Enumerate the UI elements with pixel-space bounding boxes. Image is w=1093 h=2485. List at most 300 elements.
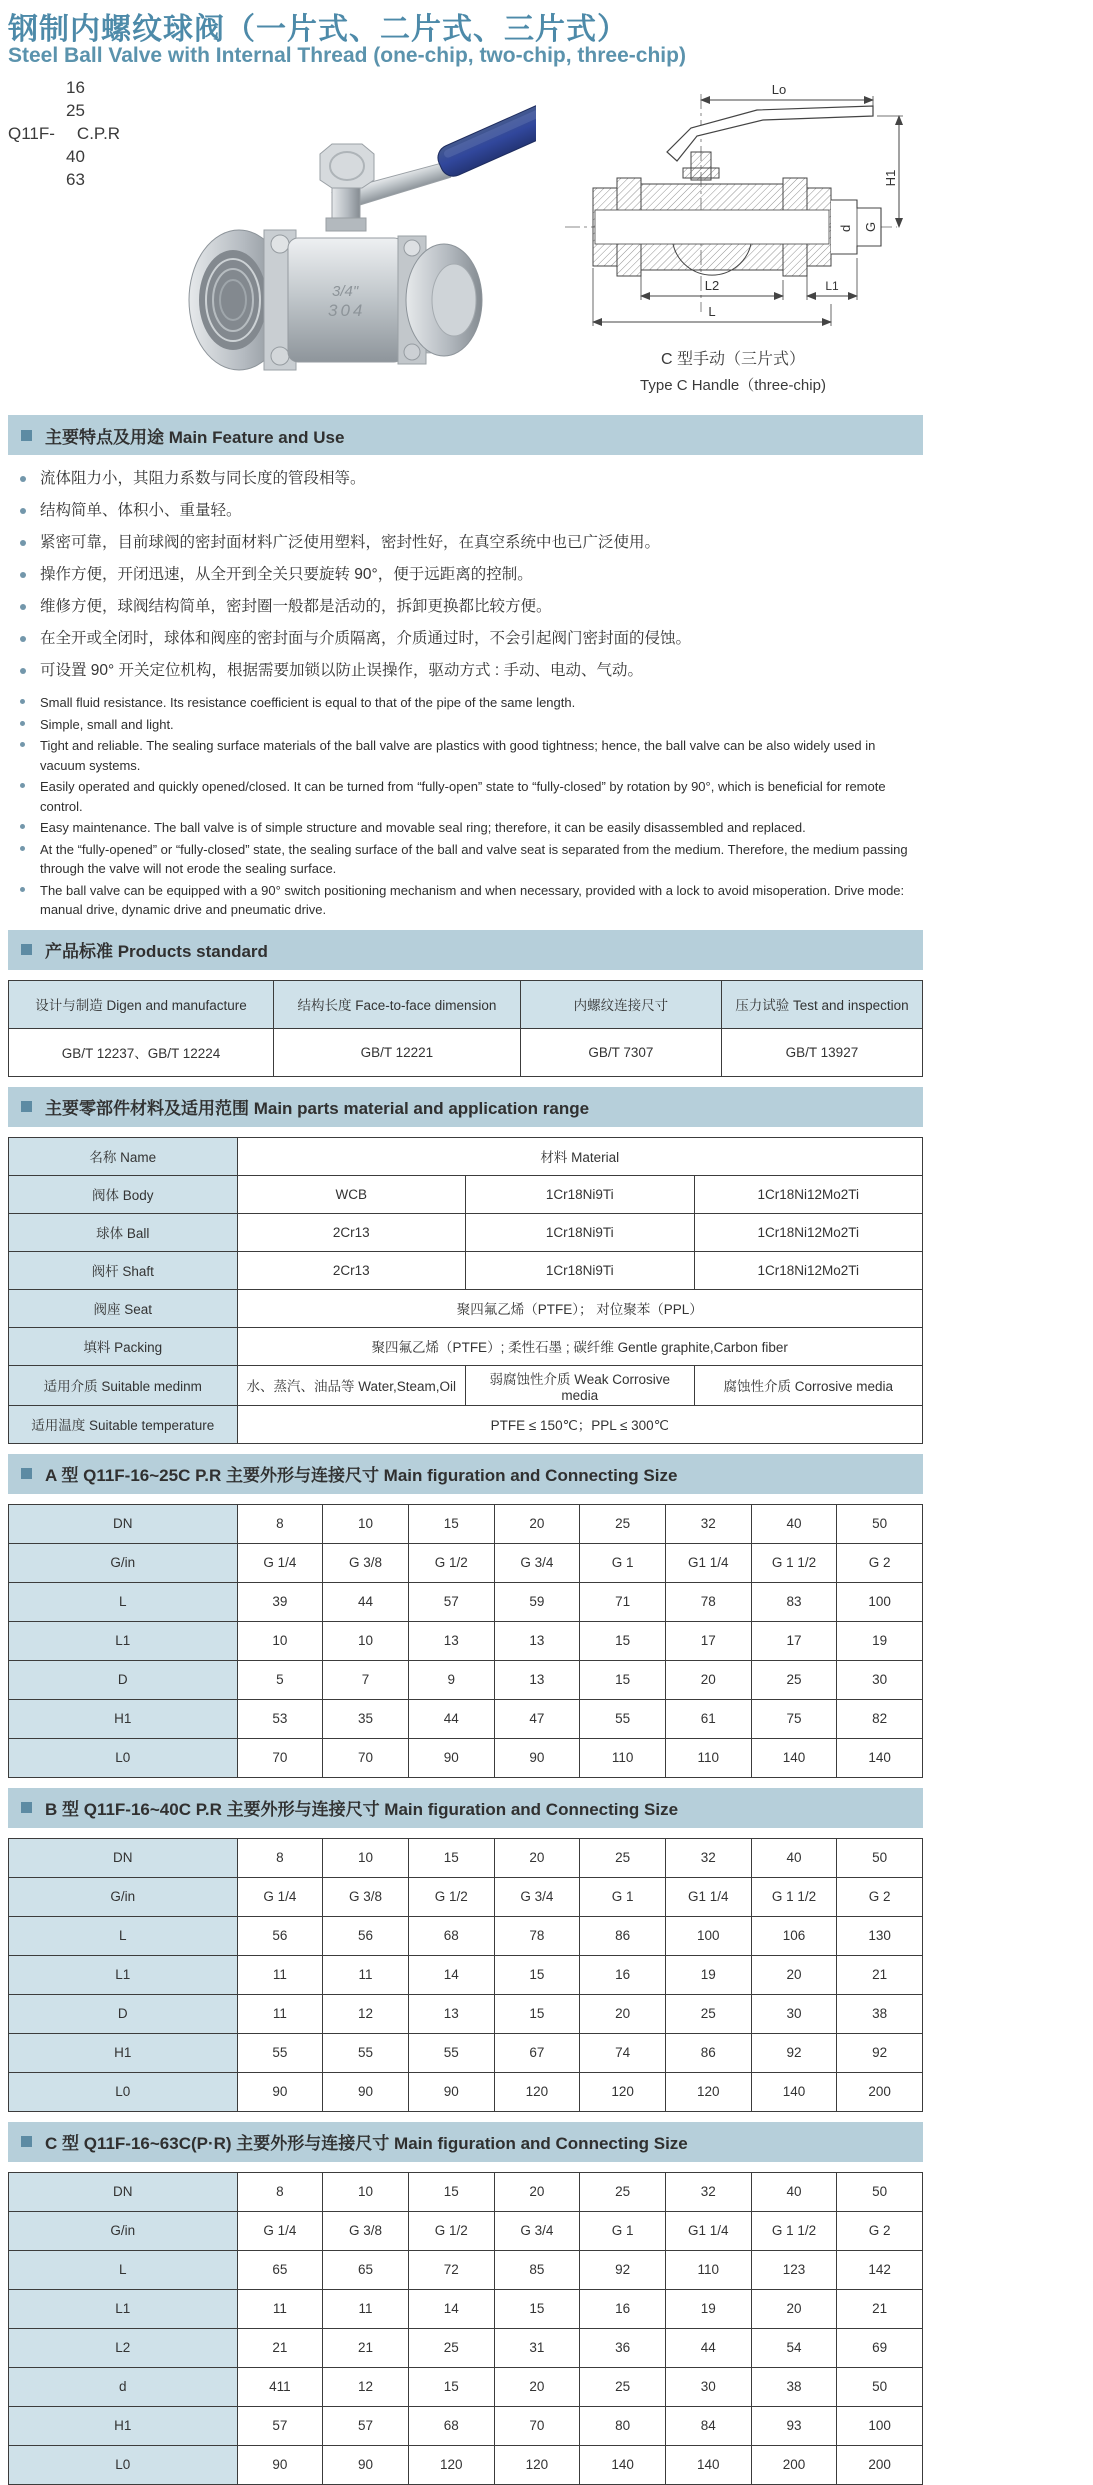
data-cell: 67 [494, 2033, 580, 2072]
table-row [9, 2250, 923, 2289]
data-cell: 材料 Material [237, 1137, 923, 1175]
data-cell: 1Cr18Ni9Ti [466, 1213, 695, 1251]
section-title: 主要零部件材料及适用范围 Main parts material and application range [45, 1099, 590, 1118]
data-cell: 86 [580, 1916, 666, 1955]
table-row [9, 1327, 923, 1365]
data-cell: WCB [237, 1175, 466, 1213]
feature-list-zh [8, 469, 923, 681]
data-cell: 69 [837, 2328, 923, 2367]
data-cell: G1 1/4 [665, 1877, 751, 1916]
data-cell: 16 [580, 1955, 666, 1994]
data-cell: 13 [494, 1660, 580, 1699]
data-cell: 90 [323, 2445, 409, 2484]
data-cell: 120 [665, 2072, 751, 2111]
drawing-caption-en: Type C Handle（three-chip) [640, 377, 826, 394]
row-header-cell: L0 [9, 1738, 238, 1777]
data-cell: GB/T 12237、GB/T 12224 [9, 1028, 274, 1076]
data-cell: 200 [751, 2445, 837, 2484]
data-cell: 36 [580, 2328, 666, 2367]
data-cell: 130 [837, 1916, 923, 1955]
data-cell: 50 [837, 1504, 923, 1543]
data-cell: 120 [494, 2445, 580, 2484]
data-cell: 1Cr18Ni9Ti [466, 1175, 695, 1213]
valve-photo [136, 88, 536, 400]
data-cell: 110 [665, 2250, 751, 2289]
data-cell: 90 [408, 1738, 494, 1777]
data-cell: 40 [751, 2172, 837, 2211]
data-cell: G 1/2 [408, 1543, 494, 1582]
data-cell: 100 [837, 2406, 923, 2445]
row-header-cell: 内螺纹连接尺寸 [520, 980, 721, 1028]
data-cell: 25 [580, 1504, 666, 1543]
row-header-cell: 适用温度 Suitable temperature [9, 1405, 238, 1443]
data-cell: 30 [751, 1994, 837, 2033]
data-cell: 80 [580, 2406, 666, 2445]
data-cell: 106 [751, 1916, 837, 1955]
table-row [9, 2172, 923, 2211]
materials-table [8, 1137, 923, 1444]
data-cell: GB/T 12221 [274, 1028, 521, 1076]
drawing-caption-zh: C 型手动（三片式） [660, 351, 805, 368]
row-header-cell: D [9, 1660, 238, 1699]
model-option: 16 [66, 78, 85, 97]
row-header-cell: 球体 Ball [9, 1213, 238, 1251]
feature-bullet-zh: 操作方便，开闭迅速，从全开到全关只要旋转 90°，便于远距离的控制。 [20, 565, 923, 585]
data-cell: 16 [580, 2289, 666, 2328]
row-header-cell: H1 [9, 2406, 238, 2445]
data-cell: 12 [323, 1994, 409, 2033]
table-row [9, 1916, 923, 1955]
data-cell: 56 [237, 1916, 323, 1955]
data-cell: PTFE ≤ 150℃；PPL ≤ 300℃ [237, 1405, 923, 1443]
data-cell: 9 [408, 1660, 494, 1699]
data-cell: 57 [237, 2406, 323, 2445]
data-cell: GB/T 7307 [520, 1028, 721, 1076]
table-row [9, 2211, 923, 2250]
row-header-cell: H1 [9, 2033, 238, 2072]
data-cell: 92 [580, 2250, 666, 2289]
data-cell: 140 [580, 2445, 666, 2484]
table-row [9, 1543, 923, 1582]
data-cell: 90 [494, 1738, 580, 1777]
data-cell: 10 [323, 1838, 409, 1877]
data-cell: GB/T 13927 [721, 1028, 922, 1076]
row-header-cell: 结构长度 Face-to-face dimension [274, 980, 521, 1028]
row-header-cell: DN [9, 1504, 238, 1543]
data-cell: 腐蚀性介质 Corrosive media [694, 1365, 923, 1405]
data-cell: 92 [751, 2033, 837, 2072]
section-header-dim-c [8, 2122, 923, 2162]
section-header-features [8, 415, 923, 455]
data-cell: G 3/8 [323, 2211, 409, 2250]
section-marker-icon [21, 1802, 32, 1813]
data-cell: 100 [665, 1916, 751, 1955]
data-cell: 15 [494, 1955, 580, 1994]
section-title: B 型 Q11F-16~40C P.R 主要外形与连接尺寸 Main figuration and Connecting Size [45, 1800, 679, 1819]
page-title: 钢制内螺纹球阀（一片式、二片式、三片式） [8, 13, 628, 46]
data-cell: 123 [751, 2250, 837, 2289]
data-cell: 31 [494, 2328, 580, 2367]
data-cell: 50 [837, 1838, 923, 1877]
data-cell: 200 [837, 2072, 923, 2111]
row-header-cell: L1 [9, 1955, 238, 1994]
data-cell: 78 [494, 1916, 580, 1955]
data-cell: 11 [323, 2289, 409, 2328]
table-row [9, 1028, 923, 1076]
data-cell: 15 [494, 2289, 580, 2328]
data-cell: 11 [237, 1994, 323, 2033]
dim-label-g: G [863, 221, 878, 232]
dimension-table-a [8, 1504, 923, 1778]
model-option: 40 [66, 147, 85, 166]
data-cell: 32 [665, 1838, 751, 1877]
row-header-cell: d [9, 2367, 238, 2406]
data-cell: 14 [408, 2289, 494, 2328]
section-marker-icon [21, 2136, 32, 2147]
data-cell: 110 [665, 1738, 751, 1777]
feature-bullet-en: Tight and reliable. The sealing surface materials of the ball valve are plastics with good tightness; hence, the ball valve can be also widely used in vacuum systems. [20, 736, 923, 775]
standards-table [8, 980, 923, 1077]
table-row [9, 1365, 923, 1405]
data-cell: 35 [323, 1699, 409, 1738]
row-header-cell: L1 [9, 1621, 238, 1660]
data-cell: 20 [494, 1504, 580, 1543]
table-row [9, 1289, 923, 1327]
data-cell: 70 [237, 1738, 323, 1777]
data-cell: 21 [837, 1955, 923, 1994]
data-cell: 59 [494, 1582, 580, 1621]
header-area [8, 0, 923, 405]
table-row [9, 1137, 923, 1175]
data-cell: G 1/2 [408, 2211, 494, 2250]
data-cell: 68 [408, 1916, 494, 1955]
data-cell: 140 [751, 1738, 837, 1777]
model-suffix: C.P.R [76, 124, 121, 143]
data-cell: 30 [837, 1660, 923, 1699]
row-header-cell: L [9, 2250, 238, 2289]
data-cell: 10 [323, 1504, 409, 1543]
table-row [9, 1955, 923, 1994]
feature-bullet-zh: 在全开或全闭时，球体和阀座的密封面与介质隔离，介质通过时，不会引起阀门密封面的侵蚀。 [20, 629, 923, 649]
data-cell: 15 [408, 1838, 494, 1877]
data-cell: 70 [323, 1738, 409, 1777]
data-cell: 39 [237, 1582, 323, 1621]
dim-label-l1: L1 [825, 279, 839, 293]
data-cell: 15 [494, 1994, 580, 2033]
table-row [9, 1175, 923, 1213]
data-cell: 50 [837, 2172, 923, 2211]
table-row [9, 1251, 923, 1289]
data-cell: G 3/4 [494, 1543, 580, 1582]
data-cell: 32 [665, 2172, 751, 2211]
feature-bullet-zh: 紧密可靠，目前球阀的密封面材料广泛使用塑料，密封性好，在真空系统中也已广泛使用。 [20, 533, 923, 553]
data-cell: 84 [665, 2406, 751, 2445]
data-cell: 8 [237, 1838, 323, 1877]
data-cell: 25 [408, 2328, 494, 2367]
data-cell: 78 [665, 1582, 751, 1621]
data-cell: 11 [237, 2289, 323, 2328]
feature-bullet-en: At the “fully-opened” or “fully-closed” state, the sealing surface of the ball and valve seat is separated from the medium. Therefore, the medium passing through the valve will not erode the sealing surface. [20, 840, 923, 879]
row-header-cell: L1 [9, 2289, 238, 2328]
section-marker-icon [21, 944, 32, 955]
data-cell: 2Cr13 [237, 1213, 466, 1251]
feature-bullet-zh: 流体阻力小，其阻力系数与同长度的管段相等。 [20, 469, 923, 489]
row-header-cell: 阀座 Seat [9, 1289, 238, 1327]
feature-bullet-en: Small fluid resistance. Its resistance coefficient is equal to that of the pipe of the same length. [20, 693, 923, 713]
data-cell: 1Cr18Ni12Mo2Ti [694, 1175, 923, 1213]
row-header-cell: G/in [9, 1543, 238, 1582]
data-cell: 75 [751, 1699, 837, 1738]
data-cell: 17 [751, 1621, 837, 1660]
data-cell: 61 [665, 1699, 751, 1738]
table-row [9, 1994, 923, 2033]
table-row [9, 1621, 923, 1660]
data-cell: 68 [408, 2406, 494, 2445]
data-cell: 55 [323, 2033, 409, 2072]
feature-bullet-zh: 维修方便，球阀结构简单，密封圈一般都是活动的，拆卸更换都比较方便。 [20, 597, 923, 617]
feature-bullet-en: The ball valve can be equipped with a 90° switch positioning mechanism and when necessary, provided with a lock to avoid misoperation. Drive mode: manual drive, dynamic drive and pneumatic drive. [20, 881, 923, 920]
data-cell: 1Cr18Ni9Ti [466, 1251, 695, 1289]
table-row [9, 2406, 923, 2445]
data-cell: 82 [837, 1699, 923, 1738]
data-cell: 100 [837, 1582, 923, 1621]
data-cell: 30 [665, 2367, 751, 2406]
data-cell: 11 [323, 1955, 409, 1994]
data-cell: 38 [837, 1994, 923, 2033]
table-row [9, 1738, 923, 1777]
data-cell: 20 [751, 1955, 837, 1994]
table-row [9, 1699, 923, 1738]
section-header-standards [8, 930, 923, 970]
data-cell: 90 [237, 2445, 323, 2484]
row-header-cell: 阀体 Body [9, 1175, 238, 1213]
section-title: 主要特点及用途 Main Feature and Use [45, 427, 345, 447]
table-row [9, 2289, 923, 2328]
section-marker-icon [21, 1468, 32, 1479]
dim-label-d: d [838, 224, 853, 232]
data-cell: G 1 [580, 1877, 666, 1916]
data-cell: G 3/4 [494, 1877, 580, 1916]
data-cell: G 1 1/2 [751, 2211, 837, 2250]
data-cell: 57 [408, 1582, 494, 1621]
data-cell: 11 [237, 1955, 323, 1994]
data-cell: 8 [237, 1504, 323, 1543]
data-cell: 15 [580, 1660, 666, 1699]
section-header-dim-b [8, 1788, 923, 1828]
data-cell: 65 [237, 2250, 323, 2289]
data-cell: 21 [323, 2328, 409, 2367]
dim-label-lo: Lo [771, 82, 787, 97]
data-cell: 19 [665, 1955, 751, 1994]
section-header-dim-a [8, 1454, 923, 1494]
data-cell: G 1 1/2 [751, 1543, 837, 1582]
data-cell: 110 [580, 1738, 666, 1777]
data-cell: G 2 [837, 1543, 923, 1582]
row-header-cell: 适用介质 Suitable medinm [9, 1365, 238, 1405]
data-cell: 32 [665, 1504, 751, 1543]
data-cell: G 1 1/2 [751, 1877, 837, 1916]
data-cell: G 1/4 [237, 1543, 323, 1582]
data-cell: 2Cr13 [237, 1251, 466, 1289]
model-prefix: Q11F- [8, 124, 55, 143]
data-cell: 15 [408, 2172, 494, 2211]
data-cell: 20 [494, 2367, 580, 2406]
dimension-table-b [8, 1838, 923, 2112]
data-cell: G 2 [837, 2211, 923, 2250]
data-cell: 140 [665, 2445, 751, 2484]
table-row [9, 1838, 923, 1877]
photo-stamp-size: 3/4" [332, 283, 359, 300]
row-header-cell: 设计与制造 Digen and manufacture [9, 980, 274, 1028]
model-option: 25 [66, 101, 85, 120]
data-cell: 90 [237, 2072, 323, 2111]
data-cell: 55 [580, 1699, 666, 1738]
data-cell: 70 [494, 2406, 580, 2445]
dim-label-l2: L2 [704, 278, 720, 293]
data-cell: 44 [665, 2328, 751, 2367]
data-cell: 7 [323, 1660, 409, 1699]
data-cell: 140 [837, 1738, 923, 1777]
data-cell: 25 [751, 1660, 837, 1699]
data-cell: 72 [408, 2250, 494, 2289]
table-row [9, 2328, 923, 2367]
row-header-cell: 压力试验 Test and inspection [721, 980, 922, 1028]
data-cell: 90 [323, 2072, 409, 2111]
section-header-materials [8, 1087, 923, 1127]
feature-bullet-zh: 可设置 90° 开关定位机构，根据需要加锁以防止误操作，驱动方式 : 手动、电动、气动。 [20, 661, 923, 681]
data-cell: 10 [323, 1621, 409, 1660]
data-cell: 44 [323, 1582, 409, 1621]
data-cell: 55 [408, 2033, 494, 2072]
data-cell: G 1 [580, 1543, 666, 1582]
data-cell: 411 [237, 2367, 323, 2406]
data-cell: 水、蒸汽、油品等 Water,Steam,Oil [237, 1365, 466, 1405]
feature-bullet-zh: 结构简单、体积小、重量轻。 [20, 501, 923, 521]
data-cell: 65 [323, 2250, 409, 2289]
table-row [9, 1877, 923, 1916]
row-header-cell: L [9, 1582, 238, 1621]
table-row [9, 2445, 923, 2484]
data-cell: 54 [751, 2328, 837, 2367]
data-cell: 15 [408, 1504, 494, 1543]
data-cell: 21 [237, 2328, 323, 2367]
data-cell: 12 [323, 2367, 409, 2406]
section-title: C 型 Q11F-16~63C(P·R) 主要外形与连接尺寸 Main figuration and Connecting Size [45, 2134, 688, 2153]
data-cell: 92 [837, 2033, 923, 2072]
feature-bullet-en: Simple, small and light. [20, 715, 923, 735]
section-marker-icon [21, 430, 32, 441]
data-cell: 120 [408, 2445, 494, 2484]
data-cell: 25 [665, 1994, 751, 2033]
data-cell: 15 [408, 2367, 494, 2406]
row-header-cell: L0 [9, 2445, 238, 2484]
page-subtitle: Steel Ball Valve with Internal Thread (one-chip, two-chip, three-chip) [8, 44, 686, 67]
row-header-cell: L [9, 1916, 238, 1955]
data-cell: G 3/4 [494, 2211, 580, 2250]
table-row [9, 1582, 923, 1621]
data-cell: 20 [494, 2172, 580, 2211]
data-cell: 25 [580, 1838, 666, 1877]
row-header-cell: D [9, 1994, 238, 2033]
data-cell: 56 [323, 1916, 409, 1955]
row-header-cell: L0 [9, 2072, 238, 2111]
data-cell: 74 [580, 2033, 666, 2072]
data-cell: 13 [408, 1994, 494, 2033]
section-marker-icon [21, 1101, 32, 1112]
data-cell: 15 [580, 1621, 666, 1660]
feature-list-en [8, 693, 923, 920]
data-cell: 140 [751, 2072, 837, 2111]
dimension-table-c [8, 2172, 923, 2485]
data-cell: 13 [494, 1621, 580, 1660]
data-cell: 1Cr18Ni12Mo2Ti [694, 1251, 923, 1289]
row-header-cell: H1 [9, 1699, 238, 1738]
section-title: A 型 Q11F-16~25C P.R 主要外形与连接尺寸 Main figuration and Connecting Size [45, 1466, 678, 1485]
data-cell: 20 [494, 1838, 580, 1877]
row-header-cell: G/in [9, 1877, 238, 1916]
data-cell: 90 [408, 2072, 494, 2111]
data-cell: 20 [665, 1660, 751, 1699]
data-cell: 40 [751, 1838, 837, 1877]
data-cell: G 3/8 [323, 1877, 409, 1916]
row-header-cell: L2 [9, 2328, 238, 2367]
data-cell: 25 [580, 2367, 666, 2406]
section-title: 产品标准 Products standard [45, 942, 268, 961]
data-cell: G 1/4 [237, 2211, 323, 2250]
feature-bullet-en: Easy maintenance. The ball valve is of simple structure and movable seal ring; therefore, it can be easily disassembled and replaced. [20, 818, 923, 838]
photo-stamp-grade: 304 [328, 301, 366, 320]
data-cell: 38 [751, 2367, 837, 2406]
data-cell: 120 [494, 2072, 580, 2111]
data-cell: 50 [837, 2367, 923, 2406]
data-cell: G1 1/4 [665, 1543, 751, 1582]
dim-label-l: L [708, 304, 716, 319]
data-cell: G 1/2 [408, 1877, 494, 1916]
data-cell: G 3/8 [323, 1543, 409, 1582]
data-cell: 聚四氟乙烯（PTFE）; 柔性石墨 ; 碳纤维 Gentle graphite,Carbon fiber [237, 1327, 923, 1365]
table-row [9, 980, 923, 1028]
row-header-cell: 名称 Name [9, 1137, 238, 1175]
data-cell: 1Cr18Ni12Mo2Ti [694, 1213, 923, 1251]
table-row [9, 2033, 923, 2072]
data-cell: 142 [837, 2250, 923, 2289]
data-cell: 20 [580, 1994, 666, 2033]
data-cell: 85 [494, 2250, 580, 2289]
data-cell: 200 [837, 2445, 923, 2484]
data-cell: 47 [494, 1699, 580, 1738]
data-cell: 17 [665, 1621, 751, 1660]
feature-bullet-en: Easily operated and quickly opened/closed. It can be turned from “fully-open” state to “fully-closed” by rotation by 90°, which is beneficial for remote control. [20, 777, 923, 816]
data-cell: 55 [237, 2033, 323, 2072]
table-row [9, 1405, 923, 1443]
table-row [9, 2367, 923, 2406]
table-row [9, 1660, 923, 1699]
data-cell: 10 [323, 2172, 409, 2211]
row-header-cell: G/in [9, 2211, 238, 2250]
data-cell: 57 [323, 2406, 409, 2445]
row-header-cell: 阀杆 Shaft [9, 1251, 238, 1289]
valve-drawing [551, 64, 931, 344]
data-cell: 21 [837, 2289, 923, 2328]
data-cell: 83 [751, 1582, 837, 1621]
data-cell: 25 [580, 2172, 666, 2211]
row-header-cell: DN [9, 1838, 238, 1877]
table-row [9, 1504, 923, 1543]
data-cell: 44 [408, 1699, 494, 1738]
data-cell: 20 [751, 2289, 837, 2328]
data-cell: 120 [580, 2072, 666, 2111]
model-code-diagram [8, 76, 120, 191]
